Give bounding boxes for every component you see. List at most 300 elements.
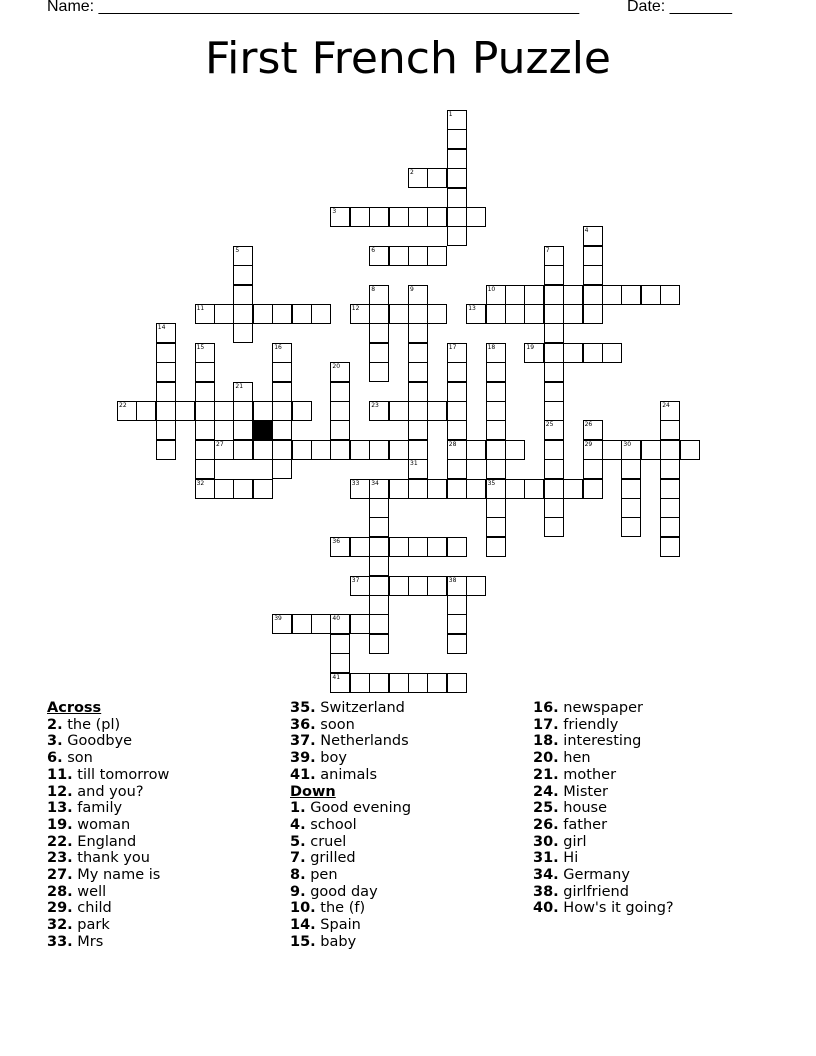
clue-num: 34. <box>533 867 559 884</box>
grid-cell[interactable] <box>350 673 370 693</box>
grid-cell[interactable] <box>408 479 428 499</box>
grid-cell[interactable] <box>447 401 467 421</box>
across-clue <box>47 750 169 767</box>
grid-cell[interactable] <box>563 343 583 363</box>
grid-cell[interactable] <box>660 401 680 421</box>
grid-cell[interactable] <box>330 440 350 460</box>
grid-cell[interactable] <box>466 207 486 227</box>
down-clue <box>533 784 674 801</box>
grid-cell[interactable] <box>369 614 389 634</box>
grid-cell[interactable] <box>408 168 428 188</box>
grid-cell[interactable] <box>156 362 176 382</box>
across-clue <box>47 900 169 917</box>
grid-cell[interactable] <box>272 420 292 440</box>
grid-cell[interactable] <box>330 537 350 557</box>
grid-cell[interactable] <box>253 304 273 324</box>
grid-cell[interactable] <box>602 440 622 460</box>
grid-cell[interactable] <box>253 401 273 421</box>
grid-cell[interactable] <box>408 246 428 266</box>
clue-text: England <box>72 833 137 850</box>
grid-cell[interactable] <box>583 479 603 499</box>
grid-cell[interactable] <box>369 323 389 343</box>
grid-cell[interactable] <box>427 401 447 421</box>
grid-cell[interactable] <box>195 420 215 440</box>
grid-cell[interactable] <box>583 420 603 440</box>
grid-cell[interactable] <box>447 614 467 634</box>
grid-cell[interactable] <box>427 168 447 188</box>
clue-number: 20 <box>332 363 341 371</box>
grid-cell[interactable] <box>583 440 603 460</box>
grid-cell[interactable] <box>233 285 253 305</box>
grid-cell[interactable] <box>447 673 467 693</box>
grid-cell[interactable] <box>389 576 409 596</box>
grid-cell[interactable] <box>214 440 234 460</box>
grid-cell[interactable] <box>156 420 176 440</box>
grid-cell[interactable] <box>233 323 253 343</box>
grid-cell[interactable] <box>156 343 176 363</box>
grid-cell[interactable] <box>447 420 467 440</box>
grid-cell[interactable] <box>544 343 564 363</box>
clue-text: My name is <box>72 867 161 884</box>
down-clue <box>290 834 411 851</box>
grid-cell[interactable] <box>486 285 506 305</box>
grid-cell[interactable] <box>427 304 447 324</box>
grid-cell[interactable] <box>233 401 253 421</box>
grid-cell[interactable] <box>680 440 700 460</box>
grid-cell[interactable] <box>369 401 389 421</box>
grid-cell[interactable] <box>233 304 253 324</box>
grid-cell[interactable] <box>369 304 389 324</box>
grid-cell[interactable] <box>524 304 544 324</box>
clue-text: thank you <box>72 850 150 867</box>
across-clue <box>290 700 411 717</box>
grid-cell[interactable] <box>330 673 350 693</box>
grid-cell[interactable] <box>369 595 389 615</box>
grid-cell[interactable] <box>292 401 312 421</box>
grid-cell[interactable] <box>156 401 176 421</box>
clue-number: 23 <box>371 402 379 409</box>
grid-cell[interactable] <box>350 576 370 596</box>
grid-cell[interactable] <box>350 479 370 499</box>
grid-cell[interactable] <box>466 479 486 499</box>
grid-cell[interactable] <box>292 614 312 634</box>
grid-cell[interactable] <box>272 401 292 421</box>
grid-cell[interactable] <box>311 614 331 634</box>
grid-cell[interactable] <box>311 304 331 324</box>
grid-cell[interactable] <box>660 479 680 499</box>
down-clue <box>533 884 674 901</box>
clue-text: and you? <box>72 783 144 800</box>
clue-num: 6. <box>47 750 63 767</box>
clue-text: baby <box>315 933 357 950</box>
grid-cell[interactable] <box>544 420 564 440</box>
grid-cell[interactable] <box>408 207 428 227</box>
grid-cell[interactable] <box>583 285 603 305</box>
grid-cell[interactable] <box>563 479 583 499</box>
grid-cell[interactable] <box>621 285 641 305</box>
grid-cell[interactable] <box>408 576 428 596</box>
across-clue <box>47 817 169 834</box>
down-clue <box>533 834 674 851</box>
grid-cell[interactable] <box>408 420 428 440</box>
grid-cell[interactable] <box>369 498 389 518</box>
grid-cell[interactable] <box>447 343 467 363</box>
grid-cell[interactable] <box>486 304 506 324</box>
grid-cell[interactable] <box>466 440 486 460</box>
clue-text: Hi <box>558 850 579 867</box>
grid-cell[interactable] <box>272 304 292 324</box>
clue-number: 28 <box>448 440 457 448</box>
grid-cell[interactable] <box>369 207 389 227</box>
clue-number: 18 <box>487 343 496 351</box>
grid-cell[interactable] <box>447 168 467 188</box>
grid-cell[interactable] <box>583 459 603 479</box>
grid-cell[interactable] <box>447 362 467 382</box>
grid-cell[interactable] <box>466 304 486 324</box>
grid-cell[interactable] <box>195 304 215 324</box>
grid-cell[interactable] <box>621 459 641 479</box>
grid-cell[interactable] <box>408 304 428 324</box>
clue-number: 3 <box>332 208 337 215</box>
grid-cell[interactable] <box>408 440 428 460</box>
clue-num: 5. <box>290 833 306 850</box>
grid-cell[interactable] <box>136 401 156 421</box>
grid-cell[interactable] <box>330 653 350 673</box>
grid-cell[interactable] <box>369 634 389 654</box>
grid-cell[interactable] <box>544 479 564 499</box>
grid-cell[interactable] <box>563 304 583 324</box>
grid-cell[interactable] <box>660 537 680 557</box>
grid-cell[interactable] <box>641 285 661 305</box>
across-clue <box>290 733 411 750</box>
grid-cell[interactable] <box>505 285 525 305</box>
grid-cell[interactable] <box>544 440 564 460</box>
clue-num: 13. <box>47 800 73 817</box>
clue-text: mother <box>558 766 617 783</box>
clue-number: 11 <box>196 305 205 312</box>
grid-cell[interactable] <box>369 673 389 693</box>
grid-cell[interactable] <box>330 382 350 402</box>
grid-cell[interactable] <box>505 440 525 460</box>
clue-text: Mister <box>558 783 608 800</box>
grid-cell[interactable] <box>447 440 467 460</box>
grid-cell[interactable] <box>330 401 350 421</box>
grid-cell[interactable] <box>621 517 641 537</box>
grid-cell[interactable] <box>544 498 564 518</box>
across-clue <box>47 917 169 934</box>
grid-cell[interactable] <box>408 673 428 693</box>
clue-number: 19 <box>526 343 535 351</box>
grid-cell[interactable] <box>447 537 467 557</box>
grid-cell[interactable] <box>156 440 176 460</box>
grid-cell[interactable] <box>330 420 350 440</box>
grid-cell[interactable] <box>486 362 506 382</box>
grid-cell[interactable] <box>486 459 506 479</box>
grid-cell[interactable] <box>447 129 467 149</box>
across-clue <box>47 784 169 801</box>
clue-num: 19. <box>47 816 73 833</box>
grid-cell[interactable] <box>660 498 680 518</box>
grid-cell[interactable] <box>389 673 409 693</box>
grid-cell[interactable] <box>486 537 506 557</box>
clue-text: cruel <box>305 833 347 850</box>
grid-cell[interactable] <box>486 343 506 363</box>
clue-num: 11. <box>47 766 73 783</box>
grid-cell[interactable] <box>641 440 661 460</box>
grid-cell[interactable] <box>195 362 215 382</box>
clue-text: the (f) <box>315 900 366 917</box>
grid-cell[interactable] <box>292 440 312 460</box>
grid-cell[interactable] <box>486 401 506 421</box>
grid-cell[interactable] <box>253 479 273 499</box>
grid-cell[interactable] <box>272 362 292 382</box>
grid-cell[interactable] <box>486 420 506 440</box>
grid-cell[interactable] <box>447 595 467 615</box>
grid-cell[interactable] <box>195 382 215 402</box>
grid-cell[interactable] <box>544 459 564 479</box>
grid-cell[interactable] <box>447 226 467 246</box>
grid-cell[interactable] <box>544 246 564 266</box>
clue-text: Goodbye <box>62 733 133 750</box>
grid-cell[interactable] <box>214 401 234 421</box>
grid-cell[interactable] <box>408 537 428 557</box>
grid-cell[interactable] <box>272 614 292 634</box>
grid-cell[interactable] <box>583 226 603 246</box>
grid-cell[interactable] <box>447 188 467 208</box>
grid-cell[interactable] <box>602 343 622 363</box>
clue-number: 1 <box>448 111 453 118</box>
grid-cell[interactable] <box>350 304 370 324</box>
grid-cell[interactable] <box>214 479 234 499</box>
grid-cell[interactable] <box>389 537 409 557</box>
clue-number: 21 <box>235 382 244 390</box>
clue-text: Good evening <box>305 800 412 817</box>
clue-num: 31. <box>533 850 559 867</box>
clue-num: 36. <box>290 716 316 733</box>
grid-cell[interactable] <box>389 246 409 266</box>
grid-cell[interactable] <box>486 517 506 537</box>
grid-cell[interactable] <box>544 323 564 343</box>
grid-cell[interactable] <box>272 459 292 479</box>
grid-cell[interactable] <box>524 285 544 305</box>
grid-cell[interactable] <box>195 459 215 479</box>
grid-cell[interactable] <box>117 401 137 421</box>
grid-cell[interactable] <box>233 246 253 266</box>
grid-cell[interactable] <box>233 265 253 285</box>
clue-number: 31 <box>410 460 418 468</box>
grid-cell[interactable] <box>233 440 253 460</box>
grid-cell[interactable] <box>272 382 292 402</box>
clue-number: 27 <box>216 440 224 448</box>
clue-num: 22. <box>47 833 73 850</box>
grid-cell[interactable] <box>621 479 641 499</box>
clue-number: 40 <box>332 615 341 623</box>
across-clue <box>290 767 411 784</box>
grid-cell[interactable] <box>602 285 622 305</box>
grid-cell[interactable] <box>524 343 544 363</box>
clue-num: 3. <box>47 733 63 750</box>
grid-cell[interactable] <box>505 479 525 499</box>
grid-cell[interactable] <box>466 576 486 596</box>
grid-cell[interactable] <box>447 207 467 227</box>
grid-cell[interactable] <box>389 207 409 227</box>
grid-cell[interactable] <box>369 285 389 305</box>
grid-cell[interactable] <box>272 343 292 363</box>
grid-cell[interactable] <box>350 614 370 634</box>
down-clue <box>290 884 411 901</box>
grid-cell[interactable] <box>544 401 564 421</box>
grid-cell[interactable] <box>195 343 215 363</box>
grid-cell[interactable] <box>272 440 292 460</box>
grid-cell[interactable] <box>660 459 680 479</box>
grid-cell[interactable] <box>292 304 312 324</box>
grid-cell[interactable] <box>660 420 680 440</box>
grid-cell[interactable] <box>389 440 409 460</box>
grid-cell[interactable] <box>350 440 370 460</box>
grid-cell[interactable] <box>195 479 215 499</box>
grid-cell[interactable] <box>427 537 447 557</box>
clue-num: 25. <box>533 800 559 817</box>
grid-cell[interactable] <box>583 246 603 266</box>
clue-num: 4. <box>290 816 306 833</box>
grid-cell[interactable] <box>427 246 447 266</box>
grid-cell[interactable] <box>544 382 564 402</box>
grid-cell[interactable] <box>544 517 564 537</box>
grid-cell[interactable] <box>311 440 331 460</box>
grid-cell[interactable] <box>447 634 467 654</box>
clue-num: 18. <box>533 733 559 750</box>
down-clue <box>290 800 411 817</box>
clue-num: 39. <box>290 750 316 767</box>
grid-cell[interactable] <box>369 362 389 382</box>
clue-text: woman <box>72 816 131 833</box>
grid-cell[interactable] <box>486 382 506 402</box>
grid-cell[interactable] <box>253 440 273 460</box>
grid-cell[interactable] <box>330 614 350 634</box>
grid-cell[interactable] <box>195 401 215 421</box>
grid-cell[interactable] <box>389 401 409 421</box>
clue-number: 36 <box>332 537 341 545</box>
grid-cell[interactable] <box>369 343 389 363</box>
clue-text: grilled <box>305 850 356 867</box>
grid-cell[interactable] <box>330 207 350 227</box>
grid-cell[interactable] <box>583 343 603 363</box>
grid-cell[interactable] <box>447 382 467 402</box>
grid-cell[interactable] <box>369 479 389 499</box>
grid-cell[interactable] <box>330 634 350 654</box>
grid-cell[interactable] <box>369 576 389 596</box>
grid-cell[interactable] <box>447 459 467 479</box>
clue-text: How's it going? <box>558 900 674 917</box>
grid-cell[interactable] <box>544 265 564 285</box>
grid-cell[interactable] <box>447 576 467 596</box>
grid-cell[interactable] <box>621 440 641 460</box>
grid-cell[interactable] <box>427 479 447 499</box>
grid-cell[interactable] <box>156 323 176 343</box>
grid-cell[interactable] <box>233 382 253 402</box>
grid-cell[interactable] <box>156 382 176 402</box>
across-clue <box>47 733 169 750</box>
across-clue <box>47 850 169 867</box>
clue-num: 37. <box>290 733 316 750</box>
grid-cell[interactable] <box>621 498 641 518</box>
clue-number: 17 <box>448 343 457 351</box>
grid-cell[interactable] <box>350 207 370 227</box>
clue-num: 7. <box>290 850 306 867</box>
clue-number: 9 <box>410 285 414 293</box>
grid-cell[interactable] <box>563 285 583 305</box>
grid-cell[interactable] <box>505 304 525 324</box>
clue-text: Mrs <box>72 933 104 950</box>
grid-cell[interactable] <box>408 382 428 402</box>
grid-cell[interactable] <box>233 479 253 499</box>
grid-cell[interactable] <box>175 401 195 421</box>
grid-cell[interactable] <box>544 285 564 305</box>
grid-cell[interactable] <box>369 246 389 266</box>
grid-cell[interactable] <box>447 479 467 499</box>
grid-cell[interactable] <box>233 420 253 440</box>
grid-cell[interactable] <box>524 479 544 499</box>
grid-cell[interactable] <box>486 440 506 460</box>
grid-cell[interactable] <box>427 207 447 227</box>
clue-text: girlfriend <box>558 883 629 900</box>
clue-number: 7 <box>545 246 550 254</box>
clue-num: 30. <box>533 833 559 850</box>
grid-cell[interactable] <box>408 401 428 421</box>
grid-cell[interactable] <box>660 440 680 460</box>
grid-cell[interactable] <box>583 304 603 324</box>
grid-cell[interactable] <box>369 556 389 576</box>
grid-cell[interactable] <box>408 343 428 363</box>
grid-cell[interactable] <box>408 362 428 382</box>
grid-cell[interactable] <box>369 537 389 557</box>
grid-cell[interactable] <box>369 440 389 460</box>
puzzle-title: First French Puzzle <box>205 33 611 84</box>
grid-cell[interactable] <box>408 459 428 479</box>
grid-cell[interactable] <box>427 576 447 596</box>
grid-cell[interactable] <box>544 304 564 324</box>
grid-cell[interactable] <box>408 323 428 343</box>
grid-cell[interactable] <box>214 304 234 324</box>
grid-cell[interactable] <box>330 362 350 382</box>
grid-cell[interactable] <box>660 517 680 537</box>
down-clue <box>290 850 411 867</box>
grid-cell[interactable] <box>389 304 409 324</box>
grid-cell[interactable] <box>427 673 447 693</box>
across-clue <box>47 800 169 817</box>
grid-cell[interactable] <box>583 265 603 285</box>
clue-num: 15. <box>290 933 316 950</box>
grid-cell[interactable] <box>544 362 564 382</box>
grid-cell[interactable] <box>447 110 467 130</box>
clue-number: 2 <box>410 169 414 177</box>
grid-cell[interactable] <box>486 479 506 499</box>
grid-cell[interactable] <box>350 537 370 557</box>
clue-number: 25 <box>545 421 554 429</box>
grid-cell[interactable] <box>408 285 428 305</box>
grid-cell[interactable] <box>389 479 409 499</box>
grid-cell[interactable] <box>486 498 506 518</box>
grid-cell[interactable] <box>369 517 389 537</box>
down-clue <box>290 917 411 934</box>
clue-text: boy <box>315 750 347 767</box>
grid-cell[interactable] <box>660 285 680 305</box>
grid-cell[interactable] <box>195 440 215 460</box>
clue-text: Netherlands <box>315 733 409 750</box>
grid-cell[interactable] <box>447 149 467 169</box>
clue-number: 5 <box>235 246 240 254</box>
clue-num: 16. <box>533 700 559 716</box>
